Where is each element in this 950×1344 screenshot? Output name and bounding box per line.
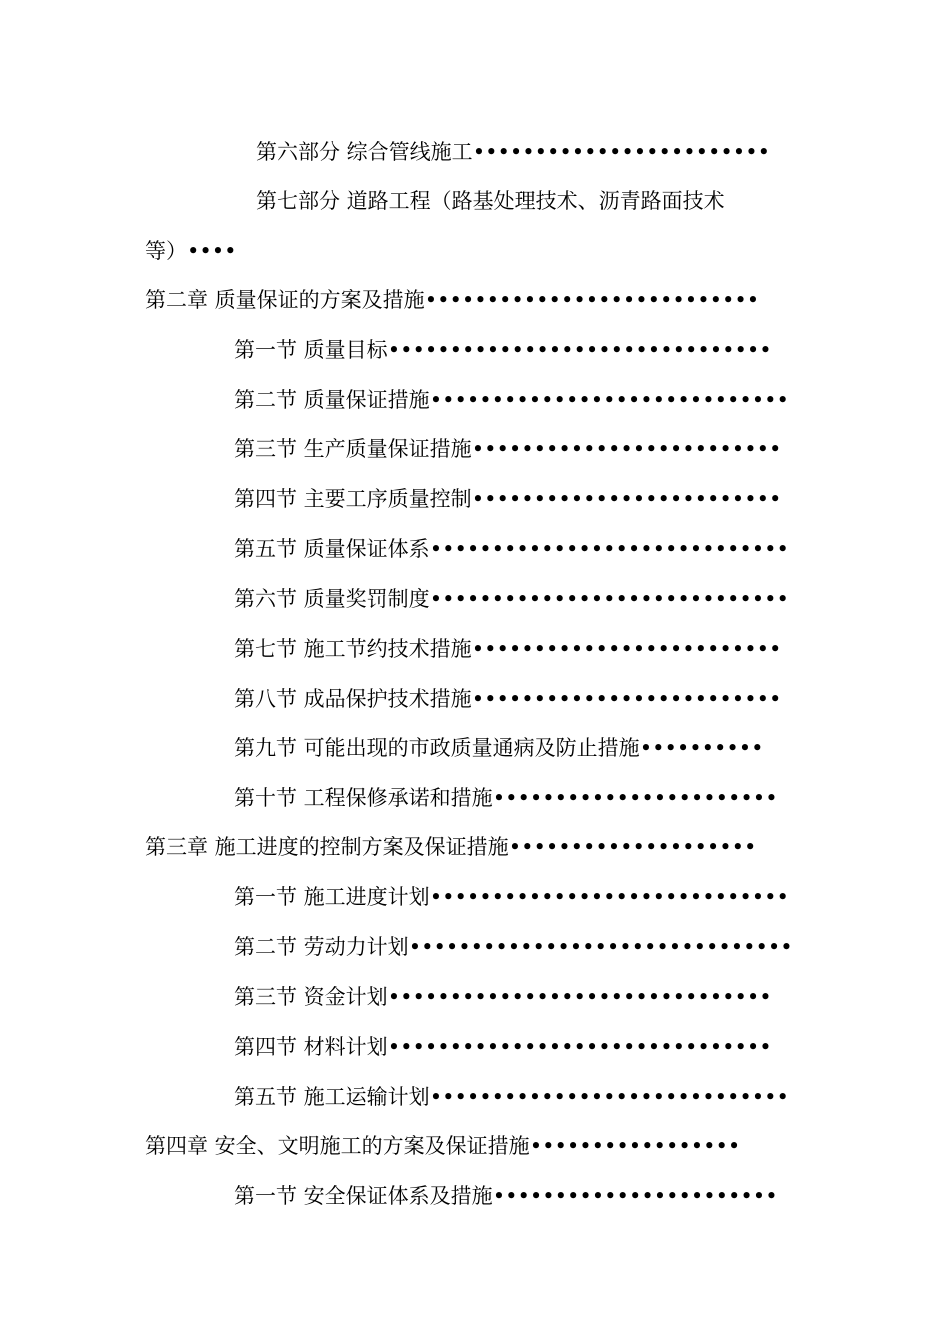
toc-entry-title: 第六部分 综合管线施工 (256, 140, 473, 164)
toc-entry-title: 等） (145, 239, 187, 263)
toc-entry-title: 第二章 质量保证的方案及措施 (145, 288, 425, 312)
toc-section[interactable] (234, 684, 794, 714)
toc-leader-dots: •••••••••••••••••••••••• (472, 140, 770, 164)
toc-entry-title: 第一节 质量目标 (234, 338, 388, 362)
toc-leader-dots: ••••••••••••••••••••••••••••• (429, 885, 789, 909)
toc-section[interactable] (234, 783, 794, 813)
toc-section[interactable] (234, 434, 794, 464)
toc-leader-dots: ••••••••••••••••••••••••••• (424, 288, 760, 312)
toc-section[interactable] (234, 982, 794, 1012)
toc-section[interactable] (234, 1032, 794, 1062)
toc-section[interactable] (234, 733, 794, 763)
toc-leader-dots: •••••••••• (639, 736, 764, 760)
toc-chapter[interactable] (145, 285, 795, 315)
toc-leader-dots: ••••••••••••••••••••••••••••••• (387, 1035, 772, 1059)
toc-entry-title: 第五节 质量保证体系 (234, 537, 430, 561)
toc-section[interactable] (234, 534, 794, 564)
toc-entry-title: 第三节 资金计划 (234, 985, 388, 1009)
toc-entry-title: 第二节 质量保证措施 (234, 388, 430, 412)
toc-section[interactable] (234, 932, 794, 962)
toc-section[interactable] (234, 584, 794, 614)
toc-section[interactable] (234, 634, 794, 664)
toc-leader-dots: ••••••••••••••••••••••• (492, 786, 778, 810)
toc-entry-title: 第十节 工程保修承诺和措施 (234, 786, 493, 810)
toc-entry-title: 第一节 安全保证体系及措施 (234, 1184, 493, 1208)
toc-entry-continuation[interactable] (145, 236, 345, 266)
toc-chapter[interactable] (145, 832, 795, 862)
toc-leader-dots: •••••••••••••••••••• (508, 835, 757, 859)
toc-section[interactable] (234, 882, 794, 912)
toc-section[interactable] (234, 385, 794, 415)
toc-section[interactable] (234, 1082, 794, 1112)
toc-leader-dots: ••••••••••••••••••••••••• (471, 637, 782, 661)
toc-leader-dots: ••••••••••••••••••••••••••••••• (387, 985, 772, 1009)
toc-leader-dots: ••••••••••••••••••••••••••••• (429, 537, 789, 561)
toc-leader-dots: ••••••••••••••••••••••••••••• (429, 587, 789, 611)
toc-entry-title: 第八节 成品保护技术措施 (234, 687, 472, 711)
toc-leader-dots: ••••••••••••••••••••••••••••••• (387, 338, 772, 362)
toc-section[interactable] (234, 1181, 794, 1211)
toc-entry-title: 第三节 生产质量保证措施 (234, 437, 472, 461)
toc-leader-dots: ••••••••••••••••••••••••• (471, 437, 782, 461)
toc-leader-dots: ••••••••••••••••••••••••• (471, 487, 782, 511)
toc-section[interactable] (234, 484, 794, 514)
toc-leader-dots: ••••••••••••••••••••••••••••••• (408, 935, 793, 959)
toc-leader-dots: ••••••••••••••••••••••• (492, 1184, 778, 1208)
toc-entry[interactable] (256, 137, 796, 167)
toc-leader-dots: •••• (187, 239, 237, 263)
toc-entry[interactable] (256, 186, 816, 216)
toc-entry-title: 第四节 材料计划 (234, 1035, 388, 1059)
toc-entry-title: 第四节 主要工序质量控制 (234, 487, 472, 511)
toc-entry-title: 第七部分 道路工程（路基处理技术、沥青路面技术 (256, 189, 725, 213)
toc-entry-title: 第七节 施工节约技术措施 (234, 637, 472, 661)
toc-leader-dots: ••••••••••••••••• (529, 1134, 741, 1158)
toc-leader-dots: ••••••••••••••••••••••••••••• (429, 1085, 789, 1109)
toc-entry-title: 第二节 劳动力计划 (234, 935, 409, 959)
toc-leader-dots: ••••••••••••••••••••••••• (471, 687, 782, 711)
toc-entry-title: 第一节 施工进度计划 (234, 885, 430, 909)
toc-entry-title: 第九节 可能出现的市政质量通病及防止措施 (234, 736, 640, 760)
toc-entry-title: 第六节 质量奖罚制度 (234, 587, 430, 611)
toc-leader-dots: ••••••••••••••••••••••••••••• (429, 388, 789, 412)
toc-entry-title: 第五节 施工运输计划 (234, 1085, 430, 1109)
toc-section[interactable] (234, 335, 794, 365)
toc-entry-title: 第三章 施工进度的控制方案及保证措施 (145, 835, 509, 859)
toc-chapter[interactable] (145, 1131, 795, 1161)
toc-entry-title: 第四章 安全、文明施工的方案及保证措施 (145, 1134, 530, 1158)
